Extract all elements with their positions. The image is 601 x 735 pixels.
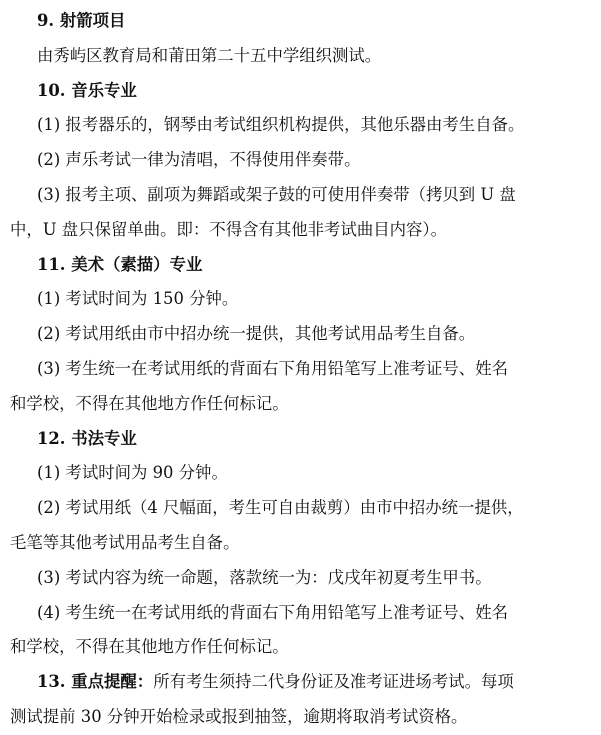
paragraph-line: 和学校，不得在其他地方作任何标记。 (10, 393, 289, 413)
paragraph-line: (3) 考试内容为统一命题，落款统一为：戊戌年初夏考生甲书。 (37, 567, 492, 587)
paragraph-line: 中，U 盘只保留单曲。即：不得含有其他非考试曲目内容）。 (10, 219, 447, 239)
section-heading-art-sketch: 11. 美术（素描）专业 (37, 254, 203, 274)
notice-text: 所有考生须持二代身份证及准考证进场考试。每项 (153, 672, 514, 692)
notice-heading: 13. 重点提醒： (37, 672, 154, 692)
paragraph-line: (4) 考生统一在考试用纸的背面右下角用铅笔写上准考证号、姓名 (37, 602, 508, 622)
paragraph-line: (1) 考试时间为 150 分钟。 (37, 289, 239, 309)
section-heading-calligraphy: 12. 书法专业 (37, 428, 137, 448)
paragraph-line: (2) 声乐考试一律为清唱，不得使用伴奏带。 (37, 150, 361, 170)
section-heading-archery: 9. 射箭项目 (37, 11, 126, 30)
document-body (10, 4, 596, 735)
section-heading-music: 10. 音乐专业 (37, 80, 137, 100)
paragraph-line: (2) 考试用纸（4 尺幅面，考生可自由裁剪）由市中招办统一提供， (37, 498, 524, 518)
paragraph-line: (1) 报考器乐的，钢琴由考试组织机构提供，其他乐器由考生自备。 (37, 115, 525, 135)
paragraph-line: 和学校，不得在其他地方作任何标记。 (10, 637, 289, 657)
paragraph-line: 测试提前 30 分钟开始检录或报到抽签，逾期将取消考试资格。 (10, 706, 468, 726)
paragraph-line: (3) 考生统一在考试用纸的背面右下角用铅笔写上准考证号、姓名 (37, 358, 508, 378)
paragraph-line: 由秀屿区教育局和莆田第二十五中学组织测试。 (37, 45, 382, 65)
paragraph-line: (2) 考试用纸由市中招办统一提供，其他考试用品考生自备。 (37, 324, 476, 344)
notice-line (10, 665, 596, 700)
paragraph-line: (3) 报考主项、副项为舞蹈或架子鼓的可使用伴奏带（拷贝到 U 盘 (37, 184, 516, 204)
paragraph-line: 毛笔等其他考试用品考生自备。 (10, 532, 240, 552)
paragraph-line: (1) 考试时间为 90 分钟。 (37, 463, 228, 483)
